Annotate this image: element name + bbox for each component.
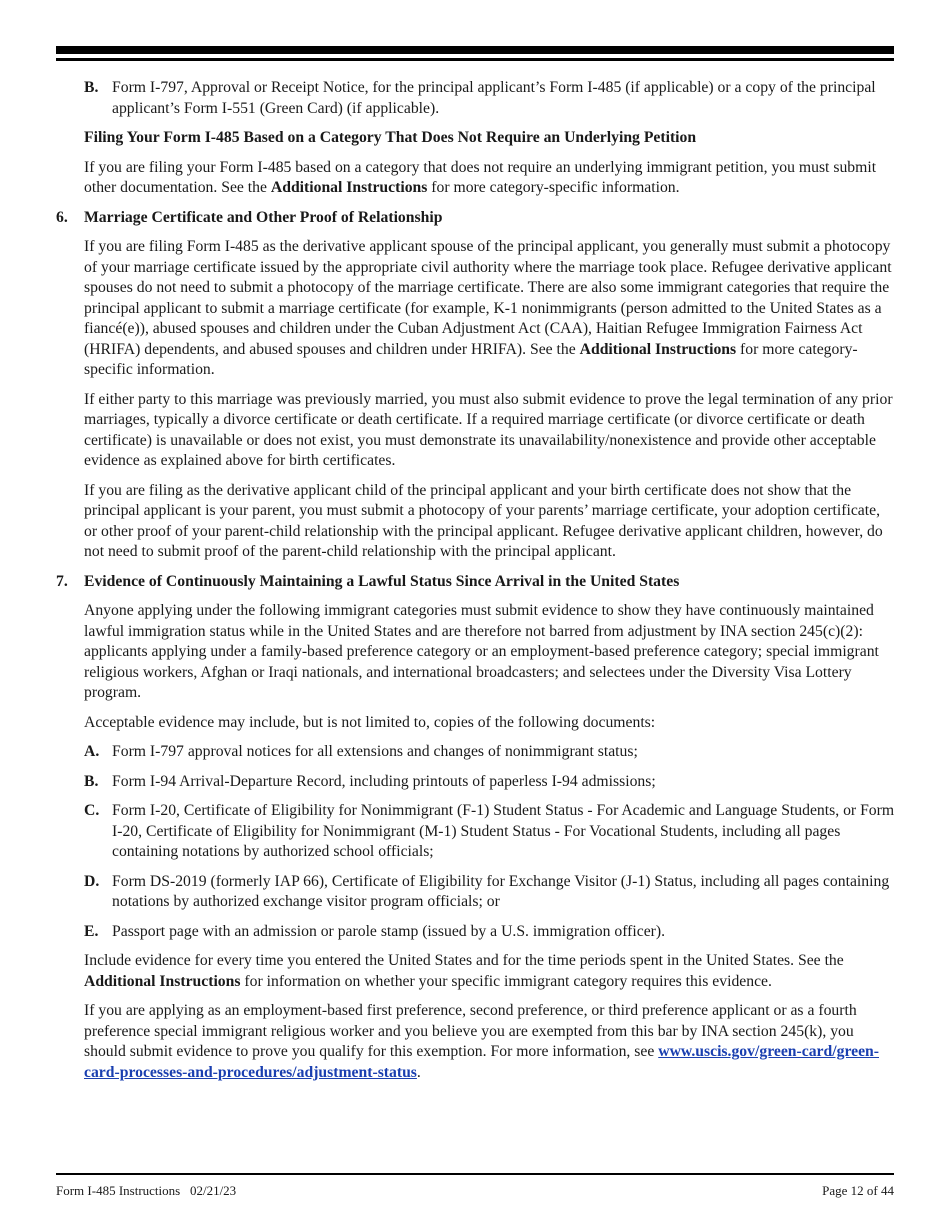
- text-run: If you are applying as an employment-based first preference, second preference, or third preference applicant or as a fourth preference special immigrant religious worker and you believe you are exempted from this bar by INA section 245(k), you should submit evidence to prove you qualify for this exemption. For more information, see: [84, 1002, 857, 1060]
- filing-paragraph: [56, 158, 896, 199]
- bold-run: Additional Instructions: [84, 972, 241, 990]
- list-item-d: [56, 872, 896, 913]
- text-run: .: [416, 1063, 421, 1081]
- list-text: Form I-797, Approval or Receipt Notice, for the principal applicant’s Form I-485 (if applicable) or a copy of the principal applicant’s Form I-551 (Green Card) (if applicable).: [112, 79, 876, 117]
- bold-run: Additional Instructions: [579, 340, 737, 358]
- text-run: If you are filing your Form I-485 based on a category that does not require an underlying immigrant petition, you must submit other documentation. See the: [84, 158, 877, 196]
- section-7-heading: [56, 572, 896, 593]
- filing-heading: Filing Your Form I-485 Based on a Category That Does Not Require an Underlying Petition: [84, 129, 697, 146]
- footer-rule: [56, 1173, 894, 1175]
- adjustment-status-link[interactable]: www.uscis.gov/green-card/green-card-processes-and-procedures/adjustment-status: [84, 1043, 879, 1081]
- list-letter: D.: [84, 872, 100, 890]
- top-rule-thick: [56, 46, 894, 54]
- section-7-paragraph-3: [56, 951, 896, 992]
- top-rule-thin: [56, 58, 894, 61]
- bold-run: Additional Instructions: [270, 179, 428, 196]
- text-run: If you are filing Form I-485 as the derivative applicant spouse of the principal applicant, you generally must submit a photocopy of your marriage certificate issued by the appropriate civil authority where the marriage took place. Refugee derivative applicant spouses do not need to submit a photocopy of the marriage certificate. There are also some immigrant categories that require the principal applicant to submit a marriage certificate (for example, K-1 nonimmigrants (person admitted to the United States as a fiancé(e)), abused spouses and children under the Cuban Adjustment Act (CAA), Haitian Refugee Immigration Fairness Act (HRIFA) dependents, and abused spouses and children under HRIFA). See the: [84, 238, 892, 358]
- list-item-b: [56, 78, 896, 119]
- section-7-paragraph-4: [56, 1001, 896, 1083]
- footer-form-id: Form I-485 Instructions 02/21/23: [56, 1183, 237, 1198]
- text-run: for more category-specific information.: [427, 179, 680, 196]
- list-text: Form I-20, Certificate of Eligibility for Nonimmigrant (F-1) Student Status - For Academic and Language Students, or Form I-20, Certificate of Eligibility for Nonimmigrant (M-1) Student Status - For Vocational Students, including all pages containing notations by authorized school officials;: [112, 802, 895, 860]
- list-letter: B.: [84, 772, 99, 790]
- list-letter: E.: [84, 922, 99, 940]
- list-item-c: [56, 801, 896, 863]
- section-6-paragraph-2: If either party to this marriage was previously married, you must also submit evidence to prove the legal termination of any prior marriages, typically a divorce certificate or death certificate. If a required marriage certificate (or divorce certificate or death certificate) is unavailable or does not exist, you must demonstrate its unavailability/nonexistence and provide other acceptable evidence as explained above for birth certificates.: [84, 390, 893, 469]
- section-6-paragraph-1: [56, 237, 896, 381]
- text-run: for more category-specific information.: [84, 340, 858, 378]
- list-item-e: [56, 922, 896, 943]
- list-text: Passport page with an admission or parole stamp (issued by a U.S. immigration officer).: [112, 922, 666, 940]
- text-run: Include evidence for every time you entered the United States and for the time periods spent in the United States. See the: [84, 952, 844, 969]
- list-text: Form I-94 Arrival-Departure Record, including printouts of paperless I-94 admissions;: [112, 772, 656, 790]
- list-text: Form I-797 approval notices for all extensions and changes of nonimmigrant status;: [112, 743, 638, 760]
- document-body: [56, 78, 896, 1092]
- section-6-paragraph-3: If you are filing as the derivative applicant child of the principal applicant and your birth certificate does not show that the principal applicant is your parent, you must submit a photocopy of your parents’ marriage certificate, your adoption certificate, or other proof of your parent-child relationship with the principal applicant. Refugee derivative applicant children, however, do not need to submit proof of the parent-child relationship with the principal applicant.: [84, 481, 883, 560]
- list-letter: A.: [84, 743, 100, 760]
- list-letter: C.: [84, 802, 100, 819]
- list-text: Form DS-2019 (formerly IAP 66), Certificate of Eligibility for Exchange Visitor (J-1) Status, including all pages containing notations by authorized exchange visitor program officials; or: [112, 872, 890, 910]
- section-title: Marriage Certificate and Other Proof of Relationship: [84, 208, 443, 226]
- list-item-b: [56, 772, 896, 793]
- text-run: for information on whether your specific immigrant category requires this evidence.: [240, 972, 772, 990]
- section-7-paragraph-1: Anyone applying under the following immigrant categories must submit evidence to show they have continuously maintained lawful immigration status while in the United States and are therefore not barred from adjustment by INA section 245(c)(2): applicants applying under a family-based preference category or an employment-based preference category; special immigrant religious workers, Afghan or Iraqi nationals, and international broadcasters; and selectees under the Diversity Visa Lottery program.: [84, 602, 879, 701]
- list-letter: B.: [84, 79, 99, 96]
- list-item-a: [56, 742, 896, 763]
- section-7-paragraph-2: Acceptable evidence may include, but is not limited to, copies of the following documents:: [84, 713, 656, 731]
- section-number: 6.: [56, 208, 68, 226]
- section-6-heading: [56, 208, 896, 229]
- section-title: Evidence of Continuously Maintaining a Lawful Status Since Arrival in the United States: [84, 572, 680, 590]
- footer-page-number: Page 12 of 44: [822, 1183, 894, 1198]
- section-number: 7.: [56, 572, 68, 590]
